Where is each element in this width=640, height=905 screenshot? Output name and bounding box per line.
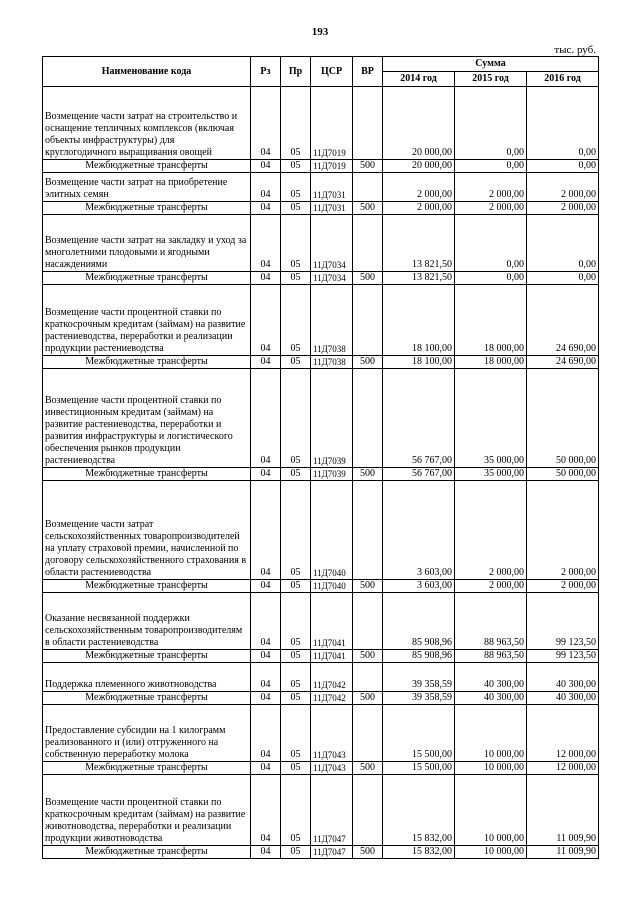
cell-name xyxy=(43,481,251,580)
cell-name-text: Межбюджетные трансферты xyxy=(85,650,208,661)
cell-name xyxy=(43,775,251,846)
cell-vr: 500 xyxy=(353,846,383,859)
cell-rz: 04 xyxy=(251,762,281,775)
table-row-transfer xyxy=(43,650,599,663)
budget-table xyxy=(42,56,599,859)
cell-2014: 13 821,50 xyxy=(383,215,455,272)
table-row-item xyxy=(43,173,599,202)
cell-name-text: Межбюджетные трансферты xyxy=(85,202,208,213)
cell-2016: 2 000,00 xyxy=(527,202,599,215)
cell-name-text: Возмещение части процентной ставки по инвестиционным кредитам (займам) на развитие растениеводства, переработки и развития инфраструктуры и логистического обеспечения рынков продукции растениеводства xyxy=(45,395,233,466)
cell-vr: 500 xyxy=(353,202,383,215)
cell-2014: 56 767,00 xyxy=(383,369,455,468)
cell-2014: 15 832,00 xyxy=(383,846,455,859)
cell-csr: 11Д7041 xyxy=(311,593,353,650)
cell-pr: 05 xyxy=(281,272,311,285)
cell-rz: 04 xyxy=(251,173,281,202)
cell-csr: 11Д7019 xyxy=(311,160,353,173)
cell-name xyxy=(43,87,251,160)
cell-2015: 2 000,00 xyxy=(455,202,527,215)
cell-csr: 11Д7040 xyxy=(311,481,353,580)
cell-2015: 0,00 xyxy=(455,215,527,272)
cell-2015: 35 000,00 xyxy=(455,468,527,481)
cell-csr: 11Д7041 xyxy=(311,650,353,663)
cell-csr: 11Д7031 xyxy=(311,173,353,202)
cell-pr: 05 xyxy=(281,650,311,663)
cell-2015: 2 000,00 xyxy=(455,481,527,580)
table-row-transfer xyxy=(43,272,599,285)
table-row-transfer xyxy=(43,202,599,215)
cell-rz: 04 xyxy=(251,87,281,160)
cell-pr: 05 xyxy=(281,215,311,272)
cell-2014: 3 603,00 xyxy=(383,481,455,580)
units-label: тыс. руб. xyxy=(554,44,596,56)
cell-csr: 11Д7019 xyxy=(311,87,353,160)
cell-pr: 05 xyxy=(281,285,311,356)
cell-2015: 40 300,00 xyxy=(455,663,527,692)
cell-vr: 500 xyxy=(353,580,383,593)
table-row-item xyxy=(43,87,599,160)
cell-name-text: Оказание несвязанной поддержки сельскохозяйственным товаропроизводителям в области растениеводства xyxy=(45,613,243,648)
cell-rz: 04 xyxy=(251,356,281,369)
cell-rz: 04 xyxy=(251,202,281,215)
cell-name-text: Межбюджетные трансферты xyxy=(85,580,208,591)
cell-vr xyxy=(353,775,383,846)
col-header-2016: 2016 год xyxy=(527,72,599,87)
cell-csr: 11Д7034 xyxy=(311,215,353,272)
cell-csr: 11Д7043 xyxy=(311,762,353,775)
cell-rz: 04 xyxy=(251,272,281,285)
cell-csr: 11Д7042 xyxy=(311,692,353,705)
cell-rz: 04 xyxy=(251,663,281,692)
col-header-pr: Пр xyxy=(281,57,311,87)
col-header-vr: ВР xyxy=(353,57,383,87)
table-row-item xyxy=(43,285,599,356)
cell-2014: 39 358,59 xyxy=(383,692,455,705)
cell-name xyxy=(43,846,251,859)
cell-csr: 11Д7031 xyxy=(311,202,353,215)
cell-2016: 40 300,00 xyxy=(527,692,599,705)
header-row xyxy=(43,57,599,72)
table-row-transfer xyxy=(43,692,599,705)
cell-2014: 3 603,00 xyxy=(383,580,455,593)
cell-name-text: Межбюджетные трансферты xyxy=(85,272,208,283)
cell-pr: 05 xyxy=(281,692,311,705)
cell-pr: 05 xyxy=(281,202,311,215)
cell-pr: 05 xyxy=(281,593,311,650)
col-header-name: Наименование кода xyxy=(43,57,251,87)
cell-2016: 2 000,00 xyxy=(527,481,599,580)
cell-vr: 500 xyxy=(353,762,383,775)
cell-pr: 05 xyxy=(281,87,311,160)
cell-2016: 2 000,00 xyxy=(527,173,599,202)
cell-pr: 05 xyxy=(281,481,311,580)
cell-pr: 05 xyxy=(281,173,311,202)
cell-vr xyxy=(353,705,383,762)
cell-pr: 05 xyxy=(281,160,311,173)
cell-name xyxy=(43,468,251,481)
cell-csr: 11Д7040 xyxy=(311,580,353,593)
col-header-rz: Рз xyxy=(251,57,281,87)
cell-vr: 500 xyxy=(353,356,383,369)
table-row-item xyxy=(43,705,599,762)
cell-rz: 04 xyxy=(251,468,281,481)
cell-name-text: Межбюджетные трансферты xyxy=(85,692,208,703)
cell-name xyxy=(43,593,251,650)
table-row-transfer xyxy=(43,468,599,481)
cell-csr: 11Д7039 xyxy=(311,468,353,481)
cell-2014: 56 767,00 xyxy=(383,468,455,481)
cell-pr: 05 xyxy=(281,369,311,468)
cell-name xyxy=(43,285,251,356)
cell-2016: 12 000,00 xyxy=(527,705,599,762)
cell-name xyxy=(43,705,251,762)
cell-vr: 500 xyxy=(353,160,383,173)
cell-2014: 20 000,00 xyxy=(383,160,455,173)
cell-2014: 15 500,00 xyxy=(383,762,455,775)
cell-vr xyxy=(353,369,383,468)
cell-rz: 04 xyxy=(251,160,281,173)
cell-2015: 2 000,00 xyxy=(455,580,527,593)
cell-2015: 2 000,00 xyxy=(455,173,527,202)
cell-2015: 88 963,50 xyxy=(455,650,527,663)
cell-2014: 13 821,50 xyxy=(383,272,455,285)
table-row-item xyxy=(43,593,599,650)
cell-name-text: Предоставление субсидии на 1 килограмм реализованного и (или) отгруженного на собственную переработку молока xyxy=(45,725,226,760)
cell-name xyxy=(43,369,251,468)
cell-rz: 04 xyxy=(251,481,281,580)
cell-2015: 0,00 xyxy=(455,272,527,285)
cell-name-text: Возмещение части процентной ставки по краткосрочным кредитам (займам) на развитие растениеводства, переработки и реализации продукции растениеводства xyxy=(45,307,246,354)
cell-2016: 11 009,90 xyxy=(527,775,599,846)
cell-vr xyxy=(353,87,383,160)
table-row-item xyxy=(43,215,599,272)
cell-name-text: Поддержка племенного животноводства xyxy=(45,679,217,690)
cell-rz: 04 xyxy=(251,593,281,650)
cell-csr: 11Д7043 xyxy=(311,705,353,762)
cell-vr xyxy=(353,173,383,202)
cell-rz: 04 xyxy=(251,369,281,468)
cell-rz: 04 xyxy=(251,285,281,356)
cell-pr: 05 xyxy=(281,580,311,593)
cell-name-text: Межбюджетные трансферты xyxy=(85,468,208,479)
cell-2015: 10 000,00 xyxy=(455,846,527,859)
col-header-csr: ЦСР xyxy=(311,57,353,87)
cell-name xyxy=(43,356,251,369)
cell-rz: 04 xyxy=(251,705,281,762)
cell-vr xyxy=(353,215,383,272)
cell-vr: 500 xyxy=(353,692,383,705)
cell-pr: 05 xyxy=(281,775,311,846)
cell-rz: 04 xyxy=(251,215,281,272)
cell-2014: 2 000,00 xyxy=(383,202,455,215)
cell-pr: 05 xyxy=(281,762,311,775)
cell-csr: 11Д7039 xyxy=(311,369,353,468)
cell-2016: 2 000,00 xyxy=(527,580,599,593)
cell-2014: 20 000,00 xyxy=(383,87,455,160)
cell-rz: 04 xyxy=(251,846,281,859)
cell-pr: 05 xyxy=(281,663,311,692)
cell-rz: 04 xyxy=(251,580,281,593)
cell-name xyxy=(43,663,251,692)
cell-2015: 18 000,00 xyxy=(455,356,527,369)
table-row-transfer xyxy=(43,762,599,775)
col-header-2015: 2015 год xyxy=(455,72,527,87)
cell-2016: 24 690,00 xyxy=(527,356,599,369)
table-row-item xyxy=(43,775,599,846)
cell-2016: 11 009,90 xyxy=(527,846,599,859)
cell-2015: 10 000,00 xyxy=(455,775,527,846)
cell-2015: 40 300,00 xyxy=(455,692,527,705)
cell-2014: 15 500,00 xyxy=(383,705,455,762)
cell-name xyxy=(43,650,251,663)
table-row-transfer xyxy=(43,160,599,173)
cell-name xyxy=(43,580,251,593)
cell-vr xyxy=(353,593,383,650)
cell-pr: 05 xyxy=(281,705,311,762)
cell-csr: 11Д7042 xyxy=(311,663,353,692)
cell-2014: 39 358,59 xyxy=(383,663,455,692)
cell-name xyxy=(43,173,251,202)
cell-2015: 35 000,00 xyxy=(455,369,527,468)
cell-pr: 05 xyxy=(281,468,311,481)
cell-name xyxy=(43,160,251,173)
cell-2016: 24 690,00 xyxy=(527,285,599,356)
cell-pr: 05 xyxy=(281,356,311,369)
cell-name-text: Возмещение части затрат сельскохозяйственных товаропроизводителей на уплату страховой премии, начисленной по договору сельскохозяйственного страхования в области растениеводства xyxy=(45,519,247,578)
cell-csr: 11Д7047 xyxy=(311,846,353,859)
cell-vr: 500 xyxy=(353,272,383,285)
cell-name-text: Межбюджетные трансферты xyxy=(85,160,208,171)
cell-2016: 0,00 xyxy=(527,160,599,173)
cell-2015: 0,00 xyxy=(455,160,527,173)
cell-2014: 18 100,00 xyxy=(383,356,455,369)
cell-vr xyxy=(353,481,383,580)
cell-2015: 88 963,50 xyxy=(455,593,527,650)
cell-2016: 0,00 xyxy=(527,215,599,272)
cell-name xyxy=(43,762,251,775)
cell-2016: 50 000,00 xyxy=(527,369,599,468)
table-row-item xyxy=(43,663,599,692)
cell-name xyxy=(43,215,251,272)
cell-2014: 18 100,00 xyxy=(383,285,455,356)
cell-2015: 10 000,00 xyxy=(455,762,527,775)
cell-rz: 04 xyxy=(251,692,281,705)
cell-rz: 04 xyxy=(251,775,281,846)
cell-name-text: Возмещение части затрат на закладку и уход за многолетними плодовыми и ягодными насаждениями xyxy=(45,235,247,270)
cell-name-text: Возмещение части затрат на строительство и оснащение тепличных комплексов (включая объекты инфраструктуры) для круглогодичного выращивания овощей xyxy=(45,111,238,158)
cell-name-text: Возмещение части процентной ставки по краткосрочным кредитам (займам) на развитие животноводства, переработки и реализации продукции животноводства xyxy=(45,797,246,844)
cell-2016: 99 123,50 xyxy=(527,650,599,663)
cell-2016: 40 300,00 xyxy=(527,663,599,692)
cell-vr: 500 xyxy=(353,468,383,481)
cell-2015: 18 000,00 xyxy=(455,285,527,356)
table-row-transfer xyxy=(43,580,599,593)
table-row-transfer xyxy=(43,356,599,369)
cell-2015: 10 000,00 xyxy=(455,705,527,762)
cell-name xyxy=(43,202,251,215)
cell-2014: 85 908,96 xyxy=(383,650,455,663)
table-row-item xyxy=(43,481,599,580)
cell-vr xyxy=(353,285,383,356)
cell-2014: 2 000,00 xyxy=(383,173,455,202)
cell-rz: 04 xyxy=(251,650,281,663)
cell-2016: 12 000,00 xyxy=(527,762,599,775)
cell-2016: 0,00 xyxy=(527,87,599,160)
cell-name-text: Межбюджетные трансферты xyxy=(85,762,208,773)
cell-vr xyxy=(353,663,383,692)
col-header-sum: Сумма xyxy=(383,57,599,72)
cell-csr: 11Д7034 xyxy=(311,272,353,285)
cell-name-text: Возмещение части затрат на приобретение элитных семян xyxy=(45,177,228,200)
cell-2014: 85 908,96 xyxy=(383,593,455,650)
cell-csr: 11Д7038 xyxy=(311,356,353,369)
cell-2016: 0,00 xyxy=(527,272,599,285)
cell-2014: 15 832,00 xyxy=(383,775,455,846)
page-number: 193 xyxy=(311,26,329,38)
cell-csr: 11Д7047 xyxy=(311,775,353,846)
cell-2016: 99 123,50 xyxy=(527,593,599,650)
table-row-item xyxy=(43,369,599,468)
cell-2015: 0,00 xyxy=(455,87,527,160)
cell-name-text: Межбюджетные трансферты xyxy=(85,356,208,367)
cell-name-text: Межбюджетные трансферты xyxy=(85,846,208,857)
cell-2016: 50 000,00 xyxy=(527,468,599,481)
cell-csr: 11Д7038 xyxy=(311,285,353,356)
cell-name xyxy=(43,272,251,285)
cell-vr: 500 xyxy=(353,650,383,663)
table-body xyxy=(43,87,599,859)
cell-pr: 05 xyxy=(281,846,311,859)
col-header-2014: 2014 год xyxy=(383,72,455,87)
cell-name xyxy=(43,692,251,705)
table-row-transfer xyxy=(43,846,599,859)
